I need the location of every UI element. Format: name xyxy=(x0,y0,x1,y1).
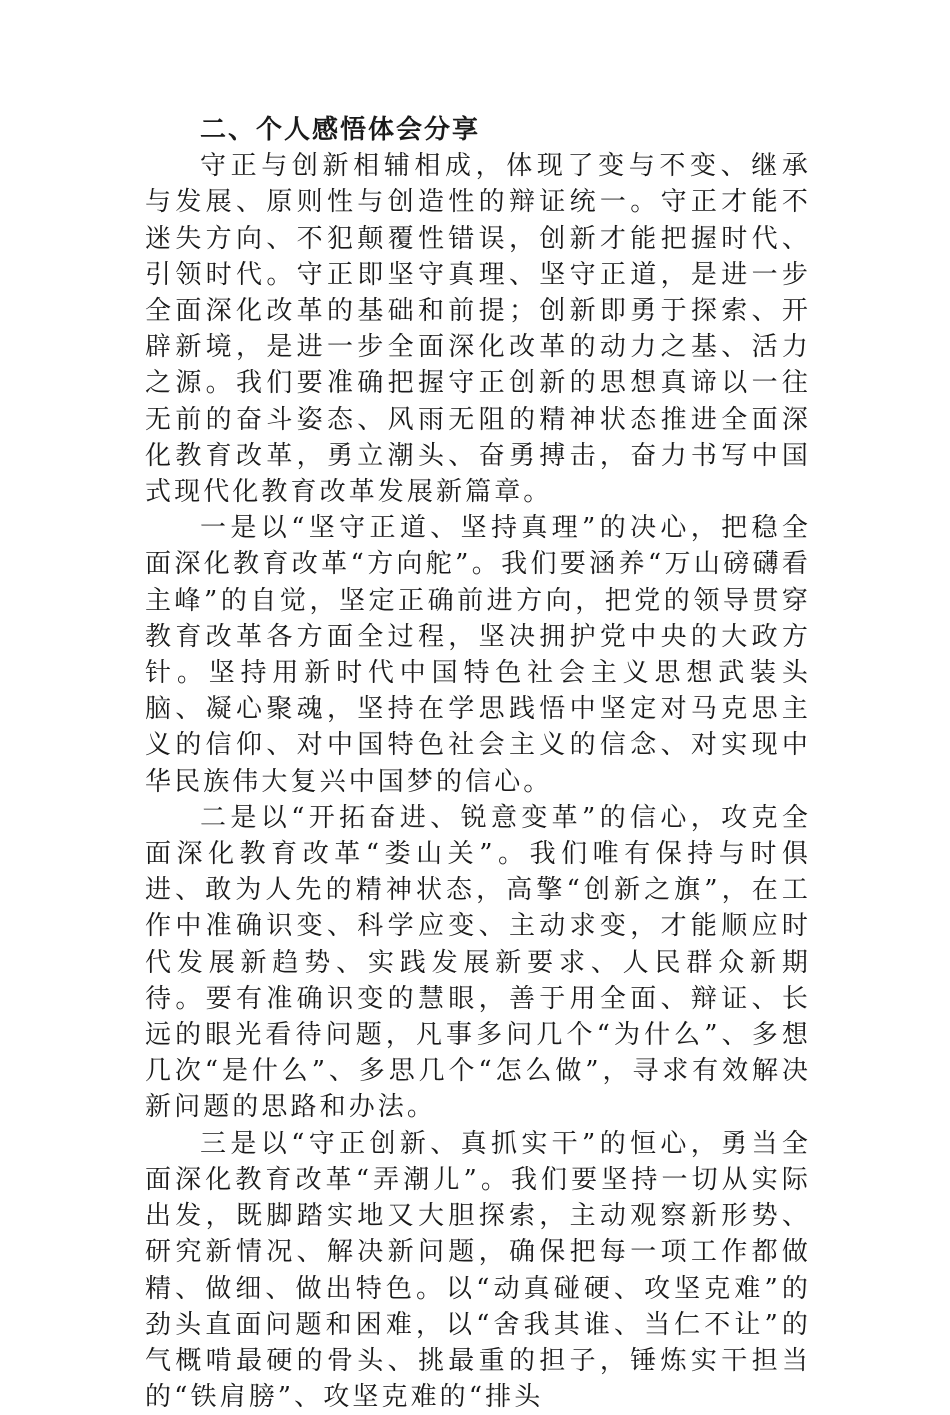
paragraph-point-one: 一是以“坚守正道、坚持真理”的决心，把稳全面深化教育改革“方向舵”。我们要涵养“万山磅礴看主峰”的自觉，坚定正确前进方向，把党的领导贯穿教育改革各方面全过程，坚决拥护党中央的大政方针。坚持用新时代中国特色社会主义思想武装头脑、凝心聚魂，坚持在学思践悟中坚定对马克思主义的信仰、对中国特色社会主义的信念、对实现中华民族伟大复兴中国梦的信心。 xyxy=(145,513,811,797)
paragraph-point-three: 三是以“守正创新、真抓实干”的恒心，勇当全面深化教育改革“弄潮儿”。我们要坚持一切从实际出发，既脚踏实地又大胆探索，主动观察新形势、研究新情况、解决新问题，确保把每一项工作都做精、做细、做出特色。以“动真碰硬、攻坚克难”的劲头直面问题和困难，以“舍我其谁、当仁不让”的气概啃最硬的骨头、挑最重的担子，锤炼实干担当的“铁肩膀”、攻坚克难的“排头 xyxy=(145,1128,811,1413)
section-heading: 二、个人感悟体会分享 xyxy=(200,115,481,145)
paragraph-intro: 守正与创新相辅相成，体现了变与不变、继承与发展、原则性与创造性的辩证统一。守正才能不迷失方向、不犯颠覆性错误，创新才能把握时代、引领时代。守正即坚守真理、坚守正道，是进一步全面深化改革的基础和前提；创新即勇于探索、开辟新境，是进一步全面深化改革的动力之基、活力之源。我们要准确把握守正创新的思想真谛以一往无前的奋斗姿态、风雨无阻的精神状态推进全面深化教育改革，勇立潮头、奋勇搏击，奋力书写中国式现代化教育改革发展新篇章。 xyxy=(145,151,811,508)
paragraph-point-two: 二是以“开拓奋进、锐意变革”的信心，攻克全面深化教育改革“娄山关”。我们唯有保持与时俱进、敢为人先的精神状态，高擎“创新之旗”，在工作中准确识变、科学应变、主动求变，才能顺应时代发展新趋势、实践发展新要求、人民群众新期待。要有准确识变的慧眼，善于用全面、辩证、长远的眼光看待问题，凡事多问几个“为什么”、多想几次“是什么”、多思几个“怎么做”，寻求有效解决新问题的思路和办法。 xyxy=(145,802,811,1123)
document-page xyxy=(145,112,811,1415)
